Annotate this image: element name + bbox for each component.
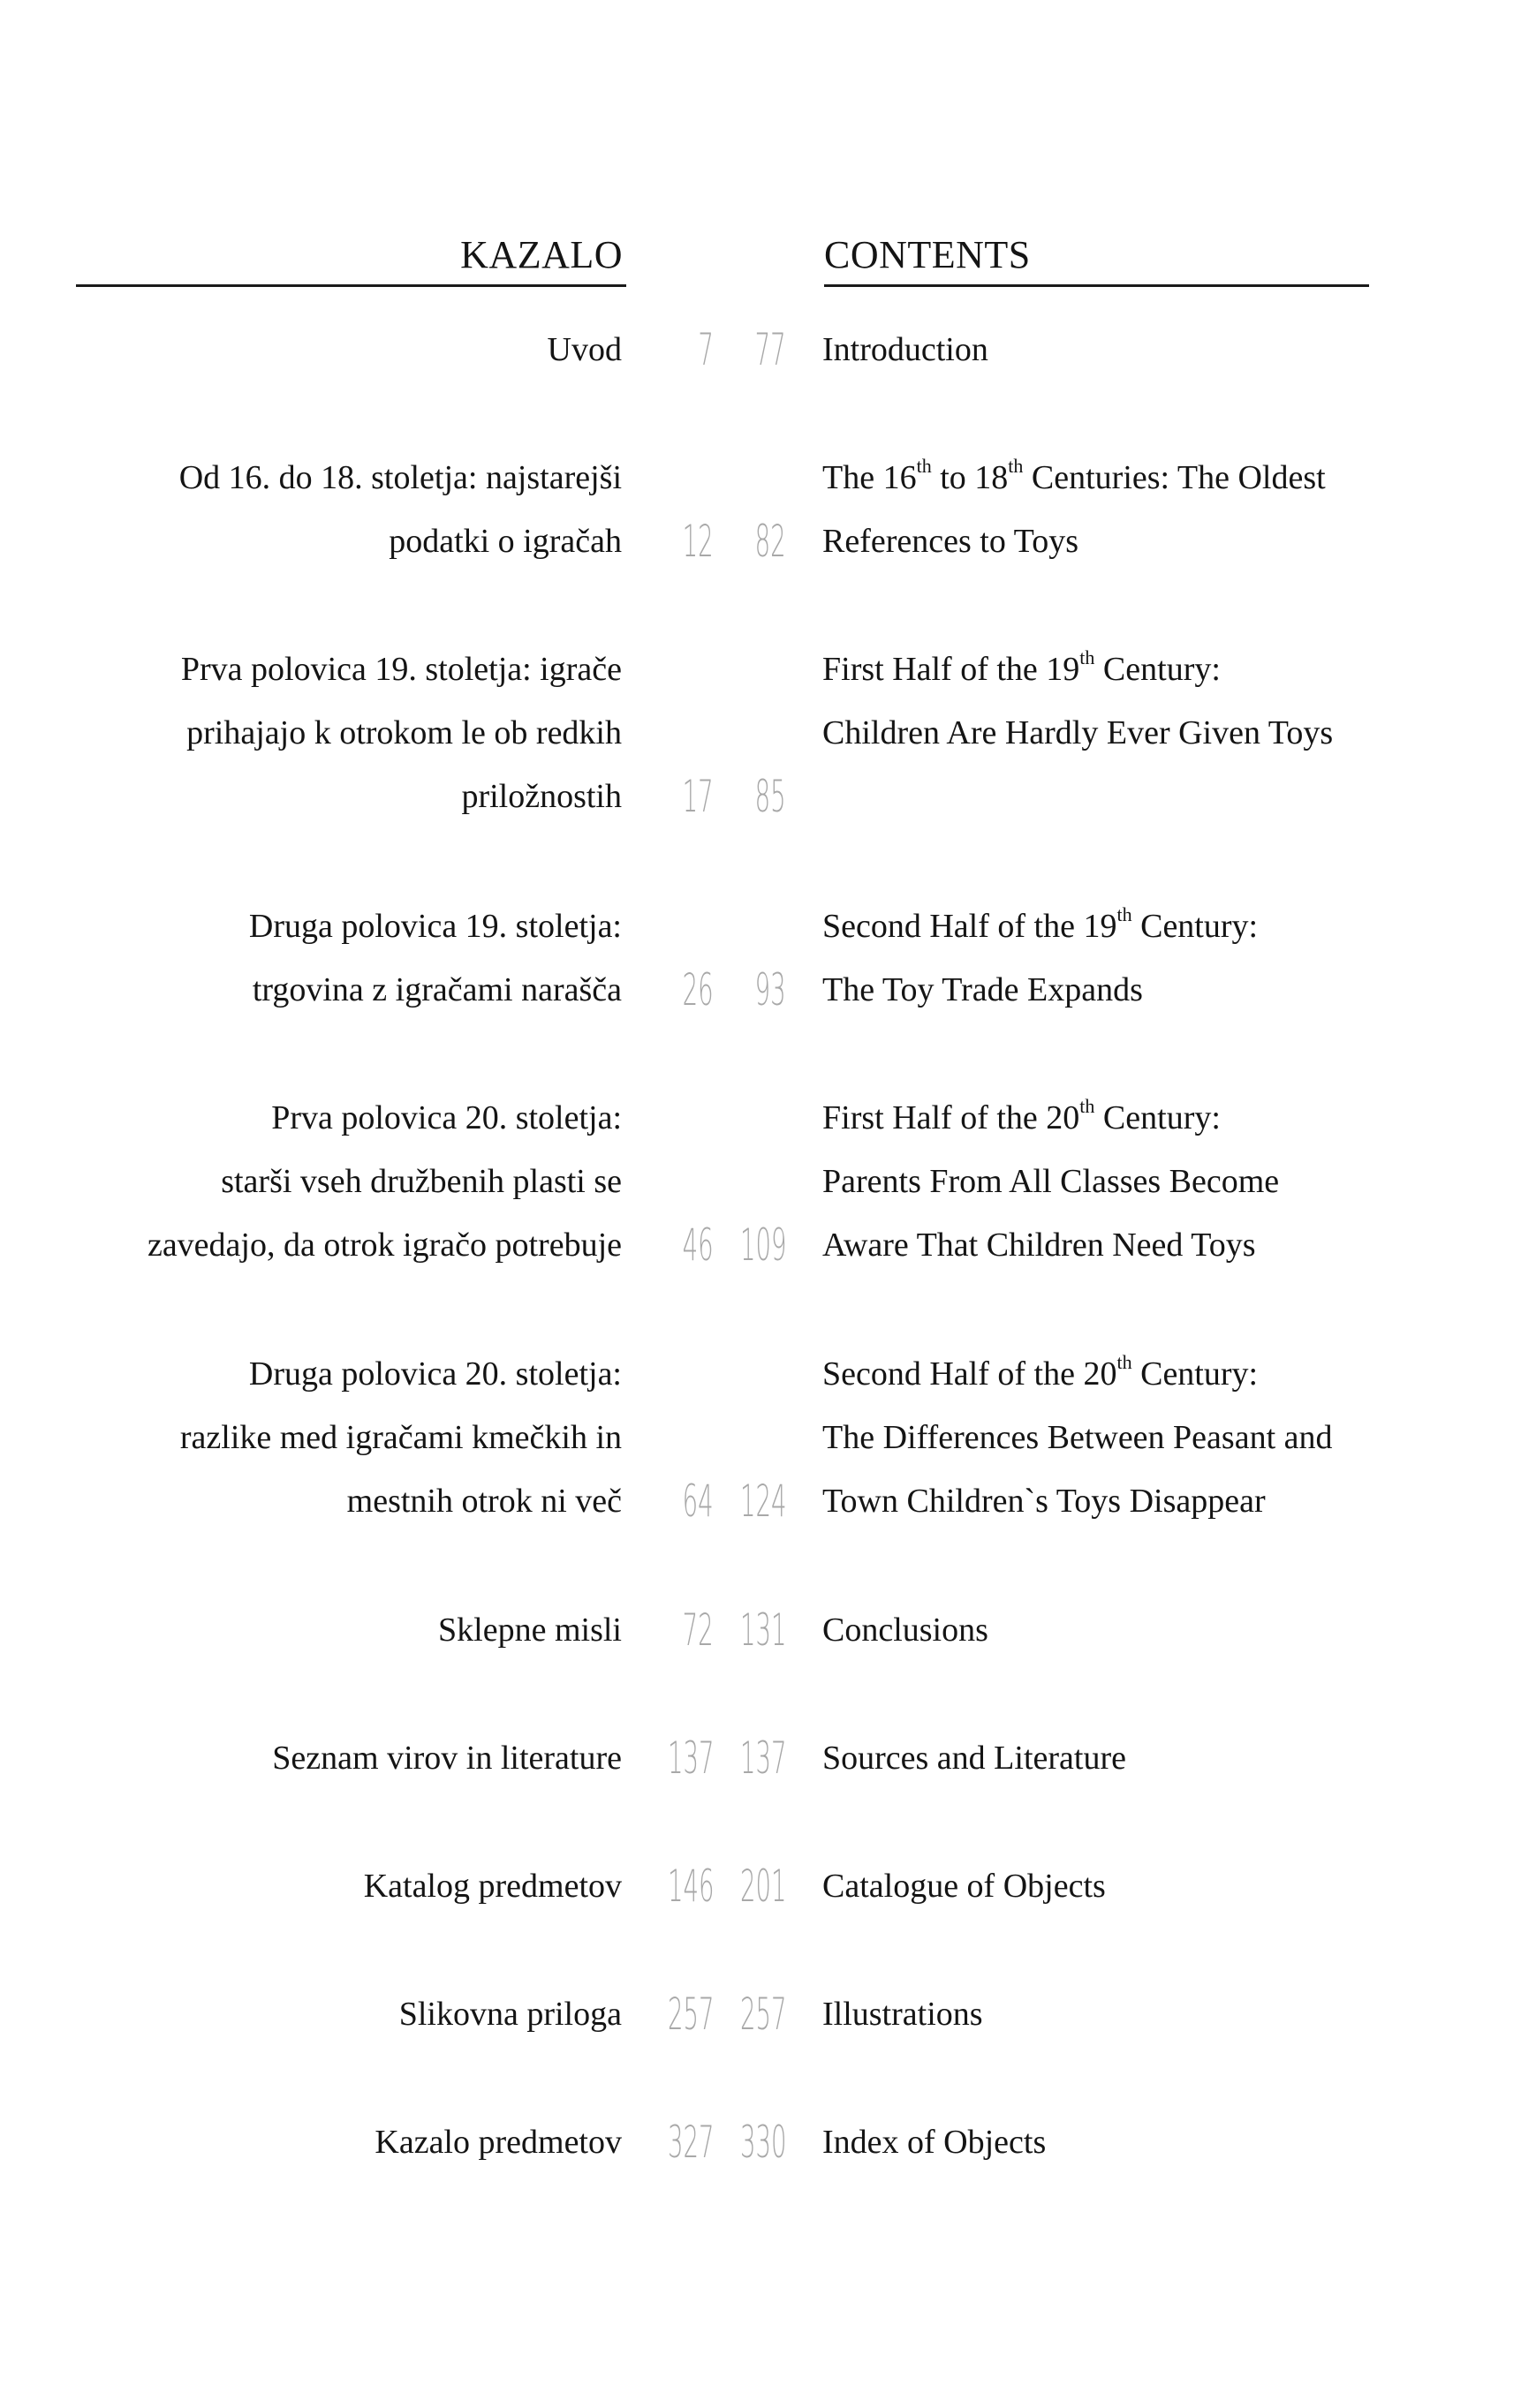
title-text: Century:: [1131, 1355, 1259, 1393]
slovene-title-line: Kazalo predmetov: [375, 2124, 622, 2161]
slovene-title-line: razlike med igračami kmečkih in: [179, 1419, 622, 1456]
english-title-line: [822, 1342, 1258, 1406]
title-text: Catalogue of Objects: [822, 1868, 1106, 1905]
slovene-page-number: 137: [667, 1732, 714, 1784]
ordinal-suffix: th: [1116, 903, 1132, 926]
slovene-title-line: zavedajo, da otrok igračo potrebuje: [147, 1227, 622, 1264]
title-text: Parents From All Classes Become: [822, 1163, 1280, 1200]
ordinal-suffix: th: [1079, 1095, 1095, 1118]
english-page-number: 137: [739, 1732, 786, 1784]
english-title-line: [822, 1598, 988, 1662]
title-text: Children Are Hardly Ever Given Toys: [822, 714, 1334, 751]
slovene-title-line: Uvod: [547, 331, 622, 368]
title-text: Illustrations: [822, 1996, 983, 2033]
english-page-number: 131: [739, 1604, 786, 1656]
title-text: First Half of the 20: [822, 1099, 1080, 1136]
english-title-line: [822, 446, 1326, 510]
english-page-number: 201: [739, 1861, 786, 1912]
title-text: Sources and Literature: [822, 1740, 1126, 1777]
title-text: Century:: [1131, 908, 1259, 945]
slovene-title-line: Prva polovica 19. stoletja: igrače: [180, 651, 622, 688]
slovene-page-number: 17: [683, 771, 714, 822]
english-title-line: [822, 1726, 1126, 1790]
english-title-line: [822, 1150, 1279, 1213]
slovene-title-line: priložnostih: [461, 778, 622, 815]
english-page-number: 124: [739, 1476, 786, 1527]
english-title-line: [822, 1213, 1256, 1277]
slovene-page-number: 7: [698, 324, 714, 375]
english-title-line: [822, 1469, 1266, 1533]
ordinal-suffix: th: [1008, 455, 1024, 478]
heading-kazalo: KAZALO: [460, 233, 623, 276]
slovene-title-line: Prva polovica 20. stoletja:: [271, 1099, 622, 1136]
english-page-number: 257: [739, 1989, 786, 2040]
slovene-page-number: 327: [667, 2117, 714, 2168]
english-title-line: [822, 958, 1143, 1022]
english-page-number: 109: [739, 1219, 786, 1271]
slovene-page-number: 72: [683, 1604, 714, 1656]
slovene-page-number: 146: [667, 1861, 714, 1912]
title-text: Second Half of the 20: [822, 1355, 1117, 1393]
english-page-number: 77: [755, 324, 786, 375]
slovene-title-line: Seznam virov in literature: [272, 1740, 622, 1777]
english-page-number: 85: [755, 771, 786, 822]
title-text: Century:: [1094, 651, 1221, 688]
slovene-title-line: Slikovna priloga: [398, 1996, 622, 2033]
english-title-line: [822, 318, 988, 381]
english-page-number: 93: [755, 964, 786, 1015]
slovene-title-line: Druga polovica 20. stoletja:: [248, 1355, 622, 1393]
ordinal-suffix: th: [1079, 646, 1095, 669]
slovene-title-line: mestnih otrok ni več: [346, 1483, 622, 1520]
english-title-line: [822, 1982, 983, 2046]
slovene-title-line: Katalog predmetov: [363, 1868, 622, 1905]
ordinal-suffix: th: [1116, 1351, 1132, 1374]
slovene-title-line: trgovina z igračami narašča: [252, 971, 622, 1008]
ordinal-suffix: th: [916, 455, 932, 478]
slovene-title-line: Od 16. do 18. stoletja: najstarejši: [178, 459, 622, 496]
slovene-page-number: 257: [667, 1989, 714, 2040]
title-text: The 16: [822, 459, 917, 496]
title-text: The Toy Trade Expands: [822, 971, 1143, 1008]
heading-rule-left: [76, 284, 626, 287]
english-title-line: [822, 1854, 1106, 1918]
english-title-line: [822, 638, 1221, 701]
heading-rule-right: [824, 284, 1369, 287]
slovene-title-line: Sklepne misli: [438, 1612, 622, 1649]
english-title-line: [822, 2110, 1046, 2174]
title-text: The Differences Between Peasant and: [822, 1419, 1333, 1456]
slovene-page-number: 26: [683, 964, 714, 1015]
title-text: Index of Objects: [822, 2124, 1047, 2161]
heading-contents: CONTENTS: [824, 233, 1031, 276]
title-text: Second Half of the 19: [822, 908, 1117, 945]
title-text: References to Toys: [822, 523, 1078, 560]
english-title-line: [822, 1406, 1333, 1469]
title-text: Aware That Children Need Toys: [822, 1227, 1256, 1264]
slovene-title-line: podatki o igračah: [389, 523, 622, 560]
english-title-line: [822, 895, 1258, 958]
slovene-title-line: starši vseh družbenih plasti se: [221, 1163, 622, 1200]
slovene-page-number: 64: [683, 1476, 714, 1527]
slovene-page-number: 46: [683, 1219, 714, 1271]
title-text: to 18: [931, 459, 1009, 496]
english-page-number: 330: [739, 2117, 786, 2168]
title-text: Centuries: The Oldest: [1023, 459, 1326, 496]
title-text: Century:: [1094, 1099, 1221, 1136]
title-text: Introduction: [822, 331, 988, 368]
english-title-line: [822, 701, 1333, 765]
english-title-line: [822, 1086, 1221, 1150]
title-text: Conclusions: [822, 1612, 988, 1649]
slovene-page-number: 12: [683, 516, 714, 567]
english-title-line: [822, 510, 1078, 573]
title-text: Town Children`s Toys Disappear: [822, 1483, 1266, 1520]
title-text: First Half of the 19: [822, 651, 1080, 688]
slovene-title-line: Druga polovica 19. stoletja:: [248, 908, 622, 945]
english-page-number: 82: [755, 516, 786, 567]
slovene-title-line: prihajajo k otrokom le ob redkih: [186, 714, 622, 751]
